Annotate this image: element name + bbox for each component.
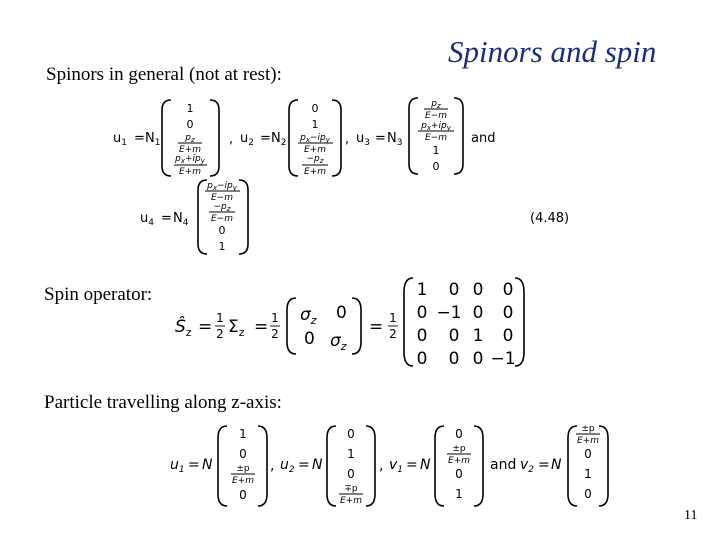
svg-text:N: N: [312, 457, 323, 473]
u2-symbol: $u_2$: [240, 131, 254, 148]
svg-text:E+m: E+m: [304, 167, 326, 177]
svg-text:0: 0: [416, 326, 428, 346]
u4-symbol: $u_4$: [140, 211, 154, 228]
u2-entry-2: 1: [311, 118, 319, 131]
svg-text:0: 0: [336, 303, 347, 323]
u3-symbol: $u_3$: [356, 131, 370, 148]
svg-text:1: 1: [216, 311, 224, 325]
svg-text:−pz: $-p_z$: [306, 154, 324, 165]
svg-text:0: 0: [502, 326, 514, 346]
page-number: 11: [684, 508, 698, 523]
svg-text:0: 0: [502, 280, 514, 300]
svg-text:1: 1: [584, 467, 592, 481]
svg-text:px+ipy: $p_x+ip_y$: [421, 121, 451, 132]
label-spin-operator: Spin operator:: [44, 284, 153, 305]
svg-text:E−m: E−m: [425, 111, 447, 121]
u4-entry-3: 0: [218, 224, 226, 237]
svg-text:±p: ±p: [236, 464, 250, 474]
svg-text:N: N: [551, 457, 562, 473]
svg-text:,: ,: [345, 132, 350, 147]
n4-symbol: $N_4$: [173, 211, 189, 228]
slide-title: Spinors and spin: [448, 34, 657, 69]
svg-text:and: and: [490, 457, 517, 473]
svg-text:=: =: [188, 457, 200, 473]
svg-text:E+m: E+m: [179, 167, 201, 177]
z-v1-symbol: $v_1$: [389, 457, 404, 475]
svg-text:−1: −1: [436, 303, 462, 323]
svg-text:0: 0: [448, 280, 460, 300]
svg-text:E−m: E−m: [211, 193, 233, 203]
svg-text:pz: $p_z$: [185, 133, 195, 144]
z-u1-symbol: $u_1$: [170, 457, 185, 475]
label-general-spinors: Spinors in general (not at rest):: [46, 64, 282, 85]
block-sigma-22: $\sigma_z$: [330, 331, 347, 353]
right-paren: [210, 100, 219, 176]
svg-text:E+m: E+m: [577, 436, 599, 446]
block-sigma-11: $\sigma_z$: [300, 305, 317, 327]
svg-text:Σz: $\Sigma_z$: [228, 317, 245, 339]
equation-number: (4.48): [530, 211, 570, 226]
label-z-axis: Particle travelling along z-axis:: [44, 392, 282, 413]
svg-text:E+m: E+m: [340, 496, 362, 506]
equals-sign: =: [134, 131, 145, 146]
u3-entry-3: 1: [432, 144, 440, 157]
svg-text:=: =: [161, 211, 172, 226]
svg-text:E−m: E−m: [425, 133, 447, 143]
svg-text:N: N: [202, 457, 213, 473]
svg-text:N: N: [420, 457, 431, 473]
equation-z-axis-spinors: [170, 424, 608, 506]
svg-text:=: =: [198, 317, 213, 337]
svg-text:E+m: E+m: [448, 456, 470, 466]
svg-text:E+m: E+m: [179, 145, 201, 155]
svg-text:px+ipy: $p_x+ip_y$: [175, 154, 205, 165]
u1-entry-2: 0: [186, 118, 194, 131]
svg-text:E+m: E+m: [232, 476, 254, 486]
svg-text:∓p: ∓p: [344, 484, 358, 494]
svg-text:1: 1: [472, 326, 484, 346]
svg-text:=: =: [298, 457, 310, 473]
equation-general-spinors: [113, 98, 569, 254]
svg-text:0: 0: [455, 467, 463, 481]
svg-text:1: 1: [416, 280, 428, 300]
svg-text:E−m: E−m: [211, 214, 233, 224]
svg-text:0: 0: [448, 349, 460, 369]
n1-symbol: $N_1$: [145, 131, 161, 148]
n2-symbol: $N_2$: [271, 131, 287, 148]
svg-text:0: 0: [584, 447, 592, 461]
svg-text:0: 0: [304, 329, 315, 349]
svg-text:=: =: [375, 131, 386, 146]
svg-text:0: 0: [239, 488, 247, 502]
svg-text:1: 1: [347, 447, 355, 461]
and-word: and: [471, 131, 496, 146]
svg-text:0: 0: [239, 447, 247, 461]
u1-entry-1: 1: [186, 102, 194, 115]
svg-text:2: 2: [389, 327, 397, 341]
svg-text:1: 1: [389, 311, 397, 325]
svg-text:0: 0: [472, 280, 484, 300]
svg-text:0: 0: [448, 326, 460, 346]
svg-text:px−ipy: $p_x-ip_y$: [300, 133, 330, 144]
svg-text:=: =: [406, 457, 418, 473]
svg-text:0: 0: [416, 303, 428, 323]
svg-text:0: 0: [472, 349, 484, 369]
svg-text:−1: −1: [490, 349, 516, 369]
svg-text:±p: ±p: [452, 444, 466, 454]
z-u2-symbol: $u_2$: [280, 457, 295, 475]
svg-text:0: 0: [472, 303, 484, 323]
svg-text:0: 0: [584, 487, 592, 501]
u4-entry-4: 1: [218, 240, 226, 253]
svg-text:E+m: E+m: [304, 145, 326, 155]
svg-text:0: 0: [502, 303, 514, 323]
svg-text:1: 1: [271, 311, 279, 325]
svg-text:=: =: [260, 131, 271, 146]
svg-text:=: =: [538, 457, 550, 473]
s-hat-z: $Ŝ_z$: [175, 317, 192, 339]
z-v2-symbol: $v_2$: [520, 457, 535, 475]
left-paren: [162, 100, 171, 176]
svg-text:2: 2: [216, 327, 224, 341]
u2-entry-1: 0: [311, 102, 319, 115]
svg-text:0: 0: [455, 427, 463, 441]
spin-matrix: [417, 280, 516, 369]
svg-text:=: =: [369, 317, 384, 337]
svg-text:pz: $p_z$: [431, 99, 441, 110]
svg-text:0: 0: [416, 349, 428, 369]
svg-text:1: 1: [455, 487, 463, 501]
u1-symbol: $u_1$: [113, 131, 127, 148]
svg-text:,: ,: [270, 458, 275, 474]
n3-symbol: $N_3$: [387, 131, 403, 148]
svg-text:1: 1: [239, 427, 247, 441]
equation-spin-operator: [175, 278, 524, 369]
svg-text:2: 2: [271, 327, 279, 341]
svg-text:0: 0: [347, 427, 355, 441]
comma: ,: [229, 132, 234, 147]
u3-entry-4: 0: [432, 160, 440, 173]
svg-text:px−ipy: $p_x-ip_y$: [207, 181, 237, 192]
svg-text:−pz: $-p_z$: [213, 202, 231, 213]
svg-text:±p: ±p: [581, 424, 595, 434]
svg-text:,: ,: [379, 458, 384, 474]
svg-text:=: =: [254, 317, 269, 337]
svg-text:0: 0: [347, 467, 355, 481]
